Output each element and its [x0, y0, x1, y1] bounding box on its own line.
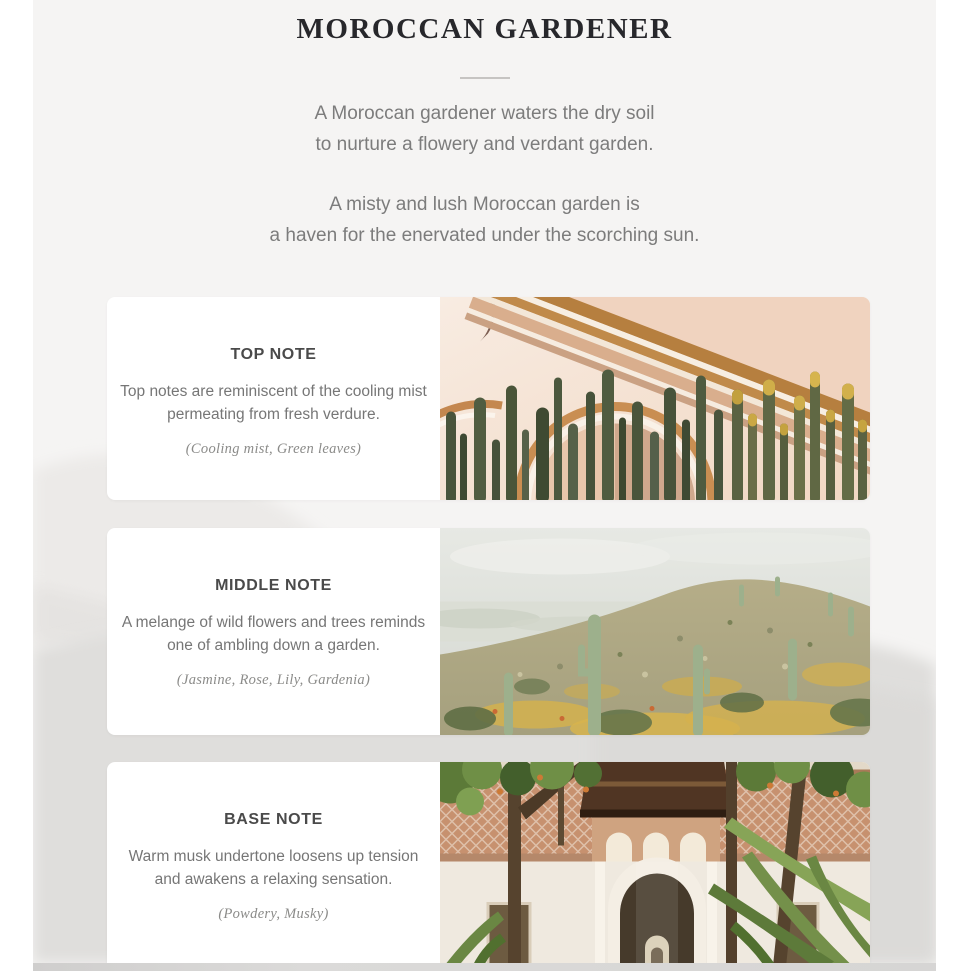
page-title: MOROCCAN GARDENER — [296, 13, 673, 45]
middle-note-text-panel — [107, 528, 440, 735]
middle-note-desc-line-2: one of ambling down a garden. — [167, 637, 380, 654]
base-note-description — [129, 845, 419, 891]
top-note-text-panel — [107, 297, 440, 500]
header-block — [33, 0, 936, 251]
top-note-accords: (Cooling mist, Green leaves) — [185, 441, 362, 457]
top-note-heading: TOP NOTE — [230, 346, 317, 363]
base-note-accords: (Powdery, Musky) — [218, 906, 329, 922]
base-note-image — [440, 762, 870, 971]
fragrance-notes-list — [107, 297, 870, 971]
base-note-card — [107, 762, 870, 971]
intro-1-line-1: A Moroccan gardener waters the dry soil — [314, 103, 655, 124]
middle-note-description — [122, 611, 425, 657]
product-description-panel — [33, 0, 936, 971]
title-divider — [460, 77, 510, 79]
top-note-description — [120, 380, 427, 426]
middle-note-card — [107, 528, 870, 735]
intro-2-line-2: a haven for the enervated under the scorching sun. — [269, 225, 700, 246]
base-note-desc-line-1: Warm musk undertone loosens up tension — [128, 848, 419, 865]
intro-2-line-1: A misty and lush Moroccan garden is — [329, 194, 640, 215]
top-note-desc-line-2: permeating from fresh verdure. — [167, 406, 380, 423]
middle-note-desc-line-1: A melange of wild flowers and trees reminds — [121, 614, 426, 631]
base-note-text-panel — [107, 762, 440, 971]
middle-note-accords: (Jasmine, Rose, Lily, Gardenia) — [176, 672, 371, 688]
intro-1-line-2: to nurture a flowery and verdant garden. — [315, 134, 654, 155]
base-note-heading: BASE NOTE — [224, 811, 323, 828]
middle-note-heading: MIDDLE NOTE — [215, 577, 332, 594]
middle-note-image — [440, 528, 870, 735]
top-note-card — [107, 297, 870, 500]
top-note-desc-line-1: Top notes are reminiscent of the cooling mist — [120, 383, 427, 400]
base-note-desc-line-2: and awakens a relaxing sensation. — [154, 871, 393, 888]
intro-paragraph-1 — [33, 98, 936, 160]
intro-paragraph-2 — [33, 189, 936, 251]
section-bottom-divider — [33, 963, 936, 971]
top-note-image — [440, 297, 870, 500]
